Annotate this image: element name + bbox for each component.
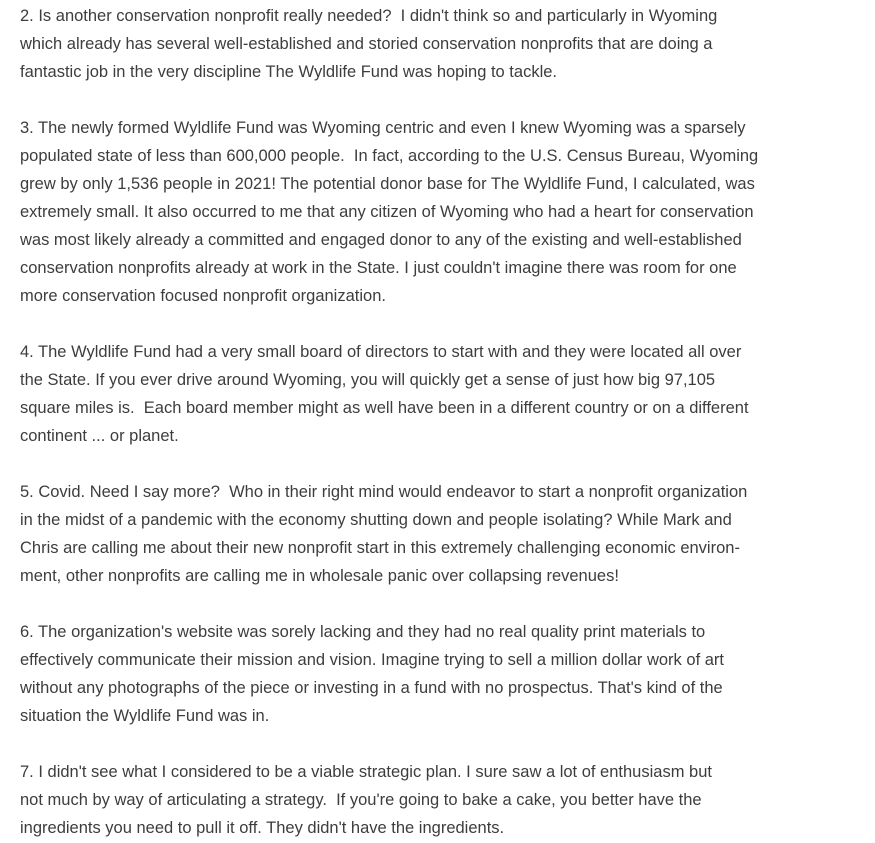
text-line: ment, other nonprofits are calling me in wholesale panic over collapsing revenues! [20, 567, 619, 585]
text-line: without any photographs of the piece or investing in a fund with no prospectus. That's kind of the [20, 679, 723, 697]
text-line: 5. Covid. Need I say more? Who in their right mind would endeavor to start a nonprofit organization [20, 483, 748, 501]
text-line: 7. I didn't see what I considered to be a viable strategic plan. I sure saw a lot of enthusiasm but [20, 763, 712, 781]
text-line: conservation nonprofits already at work in the State. I just couldn't imagine there was room for one [20, 259, 737, 277]
text-line: in the midst of a pandemic with the economy shutting down and people isolating? While Mark and [20, 511, 732, 529]
text-line: 2. Is another conservation nonprofit really needed? I didn't think so and particularly in Wyoming [20, 7, 718, 25]
text-line: grew by only 1,536 people in 2021! The potential donor base for The Wyldlife Fund, I calculated, was [20, 175, 755, 193]
text-line: fantastic job in the very discipline The Wyldlife Fund was hoping to tackle. [20, 63, 557, 81]
paragraph-6 [20, 618, 869, 730]
text-line: square miles is. Each board member might as well have been in a different country or on a different [20, 399, 749, 417]
paragraph-4 [20, 338, 869, 450]
text-line: was most likely already a committed and engaged donor to any of the existing and well-established [20, 231, 742, 249]
text-line: 3. The newly formed Wyldlife Fund was Wyoming centric and even I knew Wyoming was a sparsely [20, 119, 746, 137]
paragraph-3 [20, 114, 869, 310]
paragraph-7 [20, 758, 869, 842]
text-line: effectively communicate their mission and vision. Imagine trying to sell a million dollar work of art [20, 651, 724, 669]
paragraph-2 [20, 2, 869, 86]
text-line: ingredients you need to pull it off. They didn't have the ingredients. [20, 819, 505, 837]
text-line: which already has several well-established and storied conservation nonprofits that are doing a [20, 35, 713, 53]
text-line: the State. If you ever drive around Wyoming, you will quickly get a sense of just how big 97,105 [20, 371, 716, 389]
text-line: continent ... or planet. [20, 427, 179, 445]
text-line: situation the Wyldlife Fund was in. [20, 707, 270, 725]
text-line: not much by way of articulating a strategy. If you're going to bake a cake, you better have the [20, 791, 702, 809]
text-line: extremely small. It also occurred to me that any citizen of Wyoming who had a heart for conservation [20, 203, 754, 221]
text-line: 6. The organization's website was sorely lacking and they had no real quality print materials to [20, 623, 706, 641]
paragraph-5 [20, 478, 869, 590]
text-line: populated state of less than 600,000 people. In fact, according to the U.S. Census Bureau, Wyoming [20, 147, 759, 165]
text-line: 4. The Wyldlife Fund had a very small board of directors to start with and they were located all over [20, 343, 742, 361]
text-line: more conservation focused nonprofit organization. [20, 287, 386, 305]
text-line: Chris are calling me about their new nonprofit start in this extremely challenging economic environ- [20, 539, 740, 557]
